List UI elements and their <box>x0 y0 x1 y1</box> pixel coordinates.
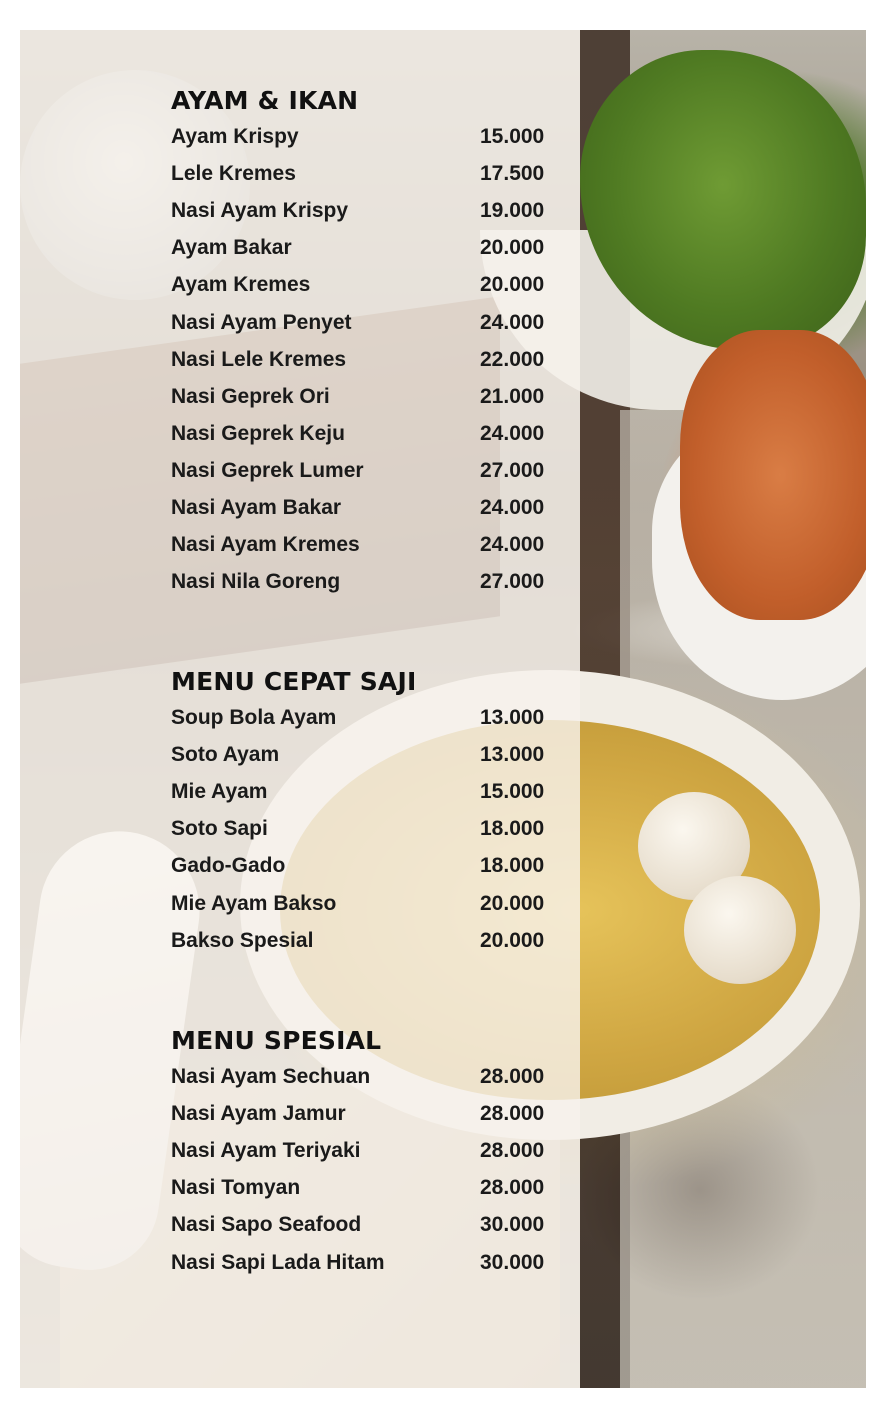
menu-item-name: Nasi Ayam Sechuan <box>171 1065 371 1088</box>
menu-item-row <box>171 1213 571 1250</box>
menu-item-row <box>171 162 571 199</box>
menu-item-price: 28.000 <box>480 1139 545 1163</box>
menu-item-name: Ayam Bakar <box>171 236 292 260</box>
menu-item-name: Soto Ayam <box>171 743 280 767</box>
menu-item-price: 24.000 <box>480 496 545 519</box>
menu-item-row <box>171 929 571 966</box>
menu-item-name: Nasi Geprek Keju <box>171 421 345 445</box>
menu-item-name: Nasi Ayam Krispy <box>171 199 349 223</box>
menu-item-name: Gado-Gado <box>171 854 286 878</box>
menu-item-row <box>171 311 571 348</box>
menu-item-name: Mie Ayam Bakso <box>171 891 337 915</box>
menu-item-row <box>171 125 571 162</box>
menu-item-name: Nasi Sapo Seafood <box>171 1213 362 1237</box>
menu-item-name: Nasi Geprek Lumer <box>171 458 364 482</box>
menu-item-row <box>171 817 571 854</box>
menu-item-row <box>171 1176 571 1213</box>
menu-item-row <box>171 236 571 273</box>
menu-item-price: 19.000 <box>480 199 545 223</box>
menu-item-price: 24.000 <box>480 421 545 445</box>
menu-item-row <box>171 1251 571 1288</box>
menu-item-price: 17.500 <box>480 162 545 186</box>
menu-item-name: Nasi Tomyan <box>171 1176 301 1200</box>
menu-item-name: Nasi Lele Kremes <box>171 347 347 371</box>
menu-item-price: 28.000 <box>480 1176 545 1200</box>
menu-item-name: Nasi Ayam Teriyaki <box>171 1139 361 1163</box>
menu-item-name: Nasi Ayam Bakar <box>171 496 342 519</box>
menu-item-name: Soto Sapi <box>171 817 268 841</box>
menu-item-price: 20.000 <box>480 273 545 297</box>
menu-item-price: 18.000 <box>480 854 545 878</box>
section-heading: AYAM & IKAN <box>171 86 359 115</box>
menu-item-name: Nasi Geprek Ori <box>171 384 330 408</box>
menu-item-price: 13.000 <box>480 743 545 767</box>
menu-item-row <box>171 348 571 385</box>
menu-item-row <box>171 496 571 533</box>
menu-item-price: 20.000 <box>480 928 545 952</box>
menu-item-name: Nasi Ayam Penyet <box>171 310 352 334</box>
menu-item-price: 28.000 <box>480 1102 545 1126</box>
menu-item-price: 24.000 <box>480 310 545 334</box>
menu-item-price: 18.000 <box>480 817 545 841</box>
menu-item-row <box>171 780 571 817</box>
menu-page <box>20 30 866 1388</box>
menu-item-price: 28.000 <box>480 1065 545 1088</box>
menu-item-name: Nasi Nila Goreng <box>171 570 341 594</box>
menu-item-name: Mie Ayam <box>171 780 268 804</box>
menu-item-price: 24.000 <box>480 533 545 557</box>
menu-item-name: Lele Kremes <box>171 162 296 186</box>
menu-item-row <box>171 533 571 570</box>
menu-item-name: Nasi Ayam Kremes <box>171 533 360 557</box>
menu-item-price: 15.000 <box>480 125 545 148</box>
menu-item-row <box>171 273 571 310</box>
menu-item-price: 27.000 <box>480 458 545 482</box>
menu-item-name: Ayam Krispy <box>171 125 299 148</box>
menu-item-price: 21.000 <box>480 384 545 408</box>
section-heading: MENU SPESIAL <box>171 1026 382 1055</box>
menu-item-price: 20.000 <box>480 891 545 915</box>
menu-item-price: 20.000 <box>480 236 545 260</box>
section-heading: MENU CEPAT SAJI <box>171 667 417 696</box>
menu-item-row <box>171 706 571 743</box>
menu-item-name: Soup Bola Ayam <box>171 706 337 729</box>
menu-item-name: Nasi Sapi Lada Hitam <box>171 1250 385 1274</box>
menu-item-row <box>171 199 571 236</box>
menu-item-row <box>171 892 571 929</box>
menu-item-row <box>171 1065 571 1102</box>
menu-item-row <box>171 854 571 891</box>
menu-item-row <box>171 1102 571 1139</box>
meatball-photo <box>684 876 796 984</box>
menu-item-price: 27.000 <box>480 570 545 594</box>
menu-item-price: 22.000 <box>480 347 545 371</box>
menu-item-price: 30.000 <box>480 1213 545 1237</box>
menu-item-row <box>171 743 571 780</box>
menu-item-price: 13.000 <box>480 706 545 729</box>
menu-item-name: Bakso Spesial <box>171 928 314 952</box>
menu-item-row <box>171 1139 571 1176</box>
menu-item-name: Ayam Kremes <box>171 273 311 297</box>
menu-item-row <box>171 570 571 607</box>
menu-item-row <box>171 385 571 422</box>
menu-item-price: 15.000 <box>480 780 545 804</box>
menu-item-row <box>171 459 571 496</box>
menu-item-name: Nasi Ayam Jamur <box>171 1102 346 1126</box>
menu-item-row <box>171 422 571 459</box>
menu-item-price: 30.000 <box>480 1250 545 1274</box>
fried-snacks-photo <box>680 330 866 620</box>
